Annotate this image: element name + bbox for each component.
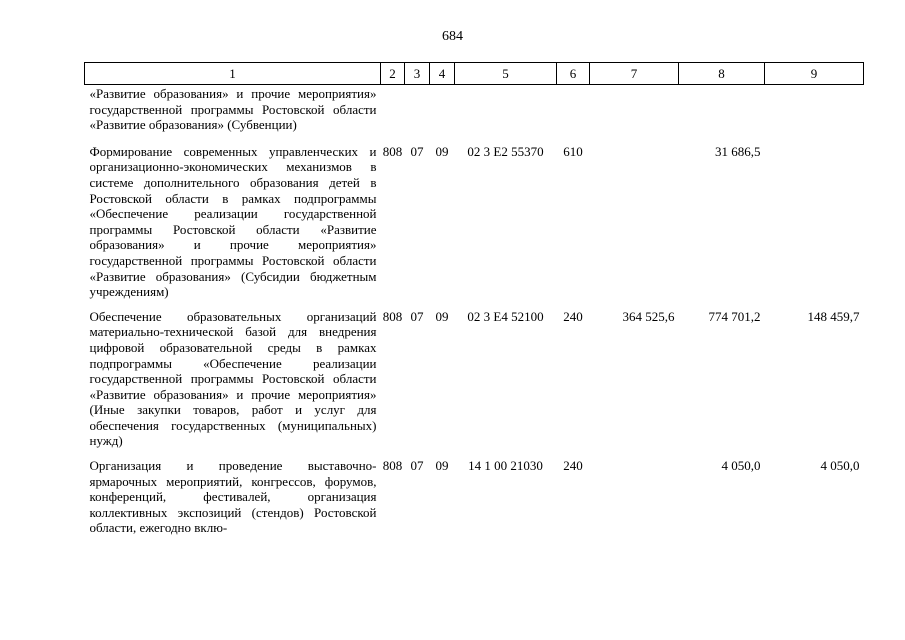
ministry-code: 808 — [382, 308, 403, 324]
header-col-4: 4 — [430, 63, 455, 85]
header-col-1: 1 — [85, 63, 381, 85]
page-number: 684 — [442, 29, 463, 44]
amount-col-7: 364 525,6 — [622, 308, 675, 324]
table-row — [85, 142, 864, 307]
header-col-9: 9 — [765, 63, 864, 85]
header-col-3: 3 — [405, 63, 430, 85]
table-row — [85, 307, 864, 456]
target-article-code: 02 3 E4 52100 — [467, 308, 544, 324]
amount-col-8: 774 701,2 — [708, 308, 761, 324]
continuation-row — [85, 85, 864, 142]
section-code: 07 — [410, 458, 424, 474]
ministry-code: 808 — [382, 143, 403, 159]
expense-type-code: 610 — [563, 143, 583, 159]
header-col-5: 5 — [455, 63, 557, 85]
target-article-code: 14 1 00 21030 — [468, 458, 543, 474]
section-code: 07 — [410, 308, 424, 324]
amount-col-9 — [765, 142, 864, 307]
header-col-6: 6 — [557, 63, 590, 85]
subsection-code: 09 — [435, 143, 449, 159]
row-description: Формирование современных управленческих и организационно-экономических механизмов в системе дополнительного образования детей в Ростовской области в рамках подпрограммы «Обеспечение реализации государственной программы Ростовской области «Развитие образования» и прочие мероприятия» государственной программы Ростовской области «Развитие образования» (Субсидии бюджетным учреждениям) — [89, 143, 377, 300]
amount-col-9: 148 459,7 — [807, 308, 860, 324]
amount-col-9: 4 050,0 — [820, 458, 860, 474]
amount-col-7 — [590, 142, 679, 307]
header-col-7: 7 — [590, 63, 679, 85]
header-row — [85, 63, 864, 85]
section-code: 07 — [410, 143, 424, 159]
amount-col-8: 4 050,0 — [721, 458, 761, 474]
row-description: Организация и проведение выставочно-ярмарочных мероприятий, конгрессов, форумов, конференций, фестивалей, организация коллективных экспозиций (стендов) Ростовской области, ежегодно вклю- — [89, 458, 377, 536]
expense-type-code: 240 — [563, 308, 583, 324]
subsection-code: 09 — [435, 308, 449, 324]
amount-col-8: 31 686,5 — [715, 143, 761, 159]
row-description: Обеспечение образовательных организаций материально-технической базой для внедрения цифровой образовательной среды в рамках подпрограммы «Обеспечение реализации государственной программы Ростовской области «Развитие образования» и прочие мероприятия» (Иные закупки товаров, работ и услуг для обеспечения государственных (муниципальных) нужд) — [89, 308, 377, 449]
budget-table — [84, 62, 864, 543]
expense-type-code: 240 — [563, 458, 583, 474]
subsection-code: 09 — [435, 458, 449, 474]
header-col-8: 8 — [679, 63, 765, 85]
amount-col-7 — [590, 456, 679, 543]
target-article-code: 02 3 E2 55370 — [467, 143, 544, 159]
continuation-description: «Развитие образования» и прочие мероприятия» государственной программы Ростовской области «Развитие образования» (Субвенции) — [89, 86, 377, 133]
ministry-code: 808 — [382, 458, 403, 474]
table-row — [85, 456, 864, 543]
header-col-2: 2 — [381, 63, 405, 85]
